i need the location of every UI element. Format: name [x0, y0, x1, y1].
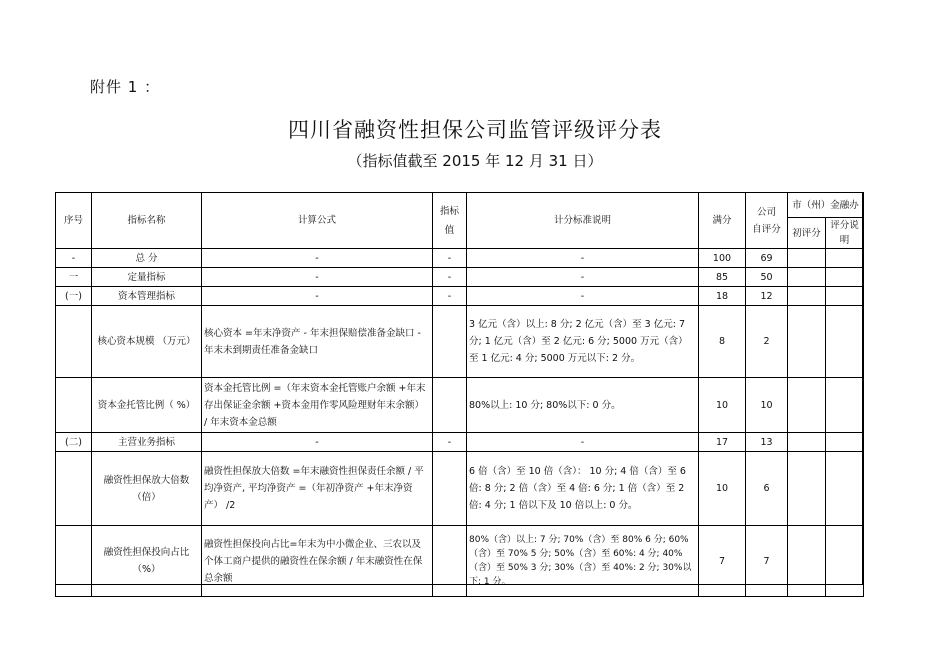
rating-score-table	[55, 192, 864, 597]
cell-seq	[56, 306, 92, 378]
cell-self: 12	[746, 287, 788, 306]
cell-full: 85	[699, 268, 746, 287]
cell-value	[433, 378, 467, 433]
cell-self: 2	[746, 306, 788, 378]
cell-standard: 3 亿元（含）以上: 8 分; 2 亿元（含）至 3 亿元: 7 分; 1 亿元（含）至 2 亿元: 6 分; 5000 万元（含）至 1 亿元: 4 分; 5000 万元以下: 2 分。	[467, 306, 699, 378]
cell-standard: 6 倍（含）至 10 倍（含）： 10 分; 4 倍（含）至 6 倍: 8 分; 2 倍（含）至 4 倍: 6 分; 1 倍（含）至 2 倍: 4 分; 1 倍以下及 10 倍以上: 0 分。	[467, 452, 699, 526]
cell-value: -	[433, 249, 467, 268]
header-seq: 序号	[56, 193, 92, 249]
table-row	[56, 378, 864, 433]
cell-formula: -	[202, 287, 433, 306]
cell-full: 8	[699, 306, 746, 378]
table-row	[56, 306, 864, 378]
cell-full: 7	[699, 526, 746, 597]
cell-name: 定量指标	[92, 268, 202, 287]
header-indicator-name: 指标名称	[92, 193, 202, 249]
cell-seq: -	[56, 249, 92, 268]
table-row	[56, 249, 864, 268]
cell-initial	[788, 526, 826, 597]
cell-note	[826, 287, 864, 306]
cell-seq: (二)	[56, 433, 92, 452]
cell-note	[826, 526, 864, 597]
header-self-score: 公司 自评分	[746, 193, 788, 249]
cell-note	[826, 268, 864, 287]
cell-formula: -	[202, 433, 433, 452]
cell-standard: -	[467, 268, 699, 287]
cell-seq	[56, 378, 92, 433]
cell-note	[826, 249, 864, 268]
cell-initial	[788, 433, 826, 452]
cell-initial	[788, 452, 826, 526]
attachment-label: 附件 1 ：	[90, 78, 161, 96]
cell-standard: 80%（含）以上: 7 分; 70%（含）至 80% 6 分; 60%（含）至 70% 5 分; 50%（含）至 60%: 4 分; 40%（含）至 50% 3 分; 30%（含）至 40%: 2 分; 30%以下: 1 分。	[467, 526, 699, 597]
cell-seq	[56, 452, 92, 526]
cell-name: 融资性担保投向占比（%）	[92, 526, 202, 597]
cell-seq: 一	[56, 268, 92, 287]
header-indicator-value: 指标 值	[433, 193, 467, 249]
cell-standard: -	[467, 287, 699, 306]
cell-name: 资本管理指标	[92, 287, 202, 306]
cell-name: 融资性担保放大倍数（倍）	[92, 452, 202, 526]
cell-initial	[788, 268, 826, 287]
cell-full: 10	[699, 452, 746, 526]
cell-initial	[788, 287, 826, 306]
cell-name: 总 分	[92, 249, 202, 268]
cell-full: 10	[699, 378, 746, 433]
cell-full: 17	[699, 433, 746, 452]
cell-self: 10	[746, 378, 788, 433]
cell-value: -	[433, 433, 467, 452]
cell-self: 13	[746, 433, 788, 452]
document-subtitle: （指标值截至 2015 年 12 月 31 日）	[347, 152, 603, 170]
header-formula: 计算公式	[202, 193, 433, 249]
cell-value: -	[433, 287, 467, 306]
table-row	[56, 268, 864, 287]
cell-full: 18	[699, 287, 746, 306]
cell-full: 100	[699, 249, 746, 268]
table-row	[56, 526, 864, 597]
cell-note	[826, 378, 864, 433]
cell-note	[826, 452, 864, 526]
cell-standard: -	[467, 249, 699, 268]
cell-formula: 核心资本 =年末净资产 - 年末担保赔偿准备金缺口 - 年末未到期责任准备金缺口	[202, 306, 433, 378]
header-score-note: 评分说明	[826, 218, 864, 249]
cell-value: -	[433, 268, 467, 287]
header-full-score: 满分	[699, 193, 746, 249]
cell-note	[826, 306, 864, 378]
header-city-finance-office: 市（州）金融办	[788, 193, 864, 218]
cell-name: 主营业务指标	[92, 433, 202, 452]
cell-self: 6	[746, 452, 788, 526]
cell-standard: 80%以上: 10 分; 80%以下: 0 分。	[467, 378, 699, 433]
table-row	[56, 433, 864, 452]
cell-name: 核心资本规模 （万元）	[92, 306, 202, 378]
cell-initial	[788, 249, 826, 268]
cell-formula: 资本金托管比例 =（年末资本金托管账户余额 +年末存出保证金余额 +资本金用作零风险理财年末余额） / 年末资本金总额	[202, 378, 433, 433]
cell-name: 资本金托管比例（ %）	[92, 378, 202, 433]
cell-self: 50	[746, 268, 788, 287]
cell-formula: 融资性担保投向占比=年末为中小微企业、三农以及个体工商户提供的融资性在保余额 / 年末融资性在保总余额	[202, 526, 433, 597]
cell-note	[826, 433, 864, 452]
header-scoring-standard: 计分标准说明	[467, 193, 699, 249]
cell-formula: -	[202, 249, 433, 268]
table-row	[56, 452, 864, 526]
document-title: 四川省融资性担保公司监管评级评分表	[288, 118, 662, 142]
cell-self: 7	[746, 526, 788, 597]
cell-self: 69	[746, 249, 788, 268]
cell-formula: 融资性担保放大倍数 =年末融资性担保责任余额 / 平均净资产, 平均净资产 =（年初净资产 +年末净资产） /2	[202, 452, 433, 526]
cell-value	[433, 526, 467, 597]
cell-standard: -	[467, 433, 699, 452]
header-initial-score: 初评分	[788, 218, 826, 249]
cell-seq	[56, 526, 92, 597]
cell-initial	[788, 378, 826, 433]
cell-formula: -	[202, 268, 433, 287]
cell-seq: (一)	[56, 287, 92, 306]
table-row	[56, 287, 864, 306]
cell-value	[433, 306, 467, 378]
cell-initial	[788, 306, 826, 378]
cell-value	[433, 452, 467, 526]
